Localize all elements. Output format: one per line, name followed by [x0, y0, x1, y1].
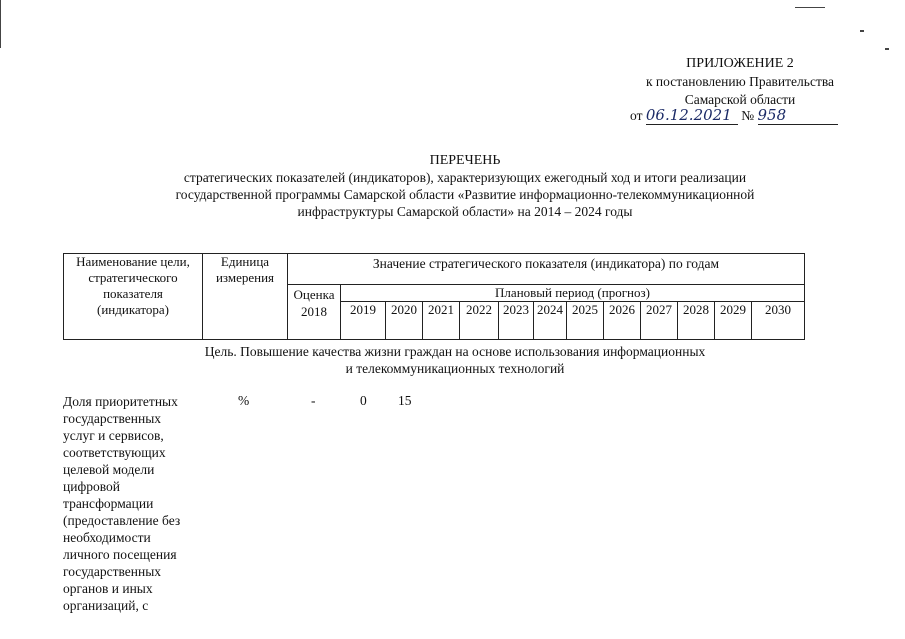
- header-estimate: [288, 285, 341, 340]
- indicator-name-line: трансформации: [63, 496, 154, 511]
- heading-title: ПЕРЕЧЕНЬ: [429, 153, 501, 168]
- indicator-unit: %: [238, 393, 250, 408]
- goal-text: [130, 343, 780, 377]
- indicator-value-2020: 15: [398, 393, 412, 408]
- year-cell: 2022: [460, 302, 499, 340]
- year-cell: 2020: [386, 302, 423, 340]
- indicator-value-2018: -: [311, 393, 316, 408]
- goal-line1: Цель. Повышение качества жизни граждан на основе использования информационных: [204, 344, 706, 359]
- indicator-name: [63, 393, 197, 614]
- heading-line3: инфраструктуры Самарской области» на 2014 – 2024 годы: [297, 204, 633, 219]
- document-date: 06.12.2021: [646, 106, 738, 125]
- scan-edge-mark: [0, 0, 1, 48]
- appendix-line1: к постановлению Правительства: [645, 74, 835, 89]
- scan-mark: [795, 7, 825, 8]
- heading-line1: стратегических показателей (индикаторов), характеризующих ежегодный ход и итоги реализации: [183, 170, 747, 185]
- header-planned: Плановый период (прогноз): [341, 285, 805, 302]
- indicator-name-line: государственных: [63, 564, 162, 579]
- indicator-name-line: организаций, с: [63, 598, 149, 613]
- indicator-name-line: Доля приоритетных: [63, 394, 178, 409]
- number-sign: №: [741, 108, 755, 123]
- indicators-table: [63, 253, 805, 340]
- indicator-name-line: услуг и сервисов,: [63, 428, 164, 443]
- document-number: 958: [758, 106, 838, 125]
- header-name: Наименование цели, стратегического показателя (индикатора): [64, 254, 203, 340]
- year-cell: 2029: [715, 302, 752, 340]
- header-unit: Единица измерения: [203, 254, 288, 340]
- scan-mark: [885, 48, 889, 50]
- header-values: Значение стратегического показателя (индикатора) по годам: [288, 254, 805, 285]
- appendix-date-line: [630, 106, 838, 125]
- year-cell: 2019: [341, 302, 386, 340]
- indicator-name-line: государственных: [63, 411, 162, 426]
- indicator-name-line: (предоставление без: [63, 513, 181, 528]
- year-cell: 2028: [678, 302, 715, 340]
- appendix-block: [600, 55, 880, 109]
- heading-line2: государственной программы Самарской области «Развитие информационно-телекоммуникационной: [175, 187, 755, 202]
- year-cell: 2030: [752, 302, 805, 340]
- indicator-name-line: необходимости: [63, 530, 151, 545]
- indicator-value-2019: 0: [360, 393, 367, 408]
- appendix-line2: Самарской области: [684, 92, 796, 107]
- indicator-name-line: целевой модели: [63, 462, 155, 477]
- indicator-name-line: органов и иных: [63, 581, 153, 596]
- year-cell: 2026: [604, 302, 641, 340]
- estimate-year: 2018: [301, 304, 327, 319]
- indicator-name-line: личного посещения: [63, 547, 177, 562]
- goal-line2: и телекоммуникационных технологий: [345, 361, 565, 376]
- indicator-name-line: соответствующих: [63, 445, 166, 460]
- appendix-title: ПРИЛОЖЕНИЕ 2: [686, 56, 794, 71]
- year-cell: 2025: [567, 302, 604, 340]
- scan-mark: [860, 30, 864, 32]
- indicator-name-line: цифровой: [63, 479, 120, 494]
- year-cell: 2023: [499, 302, 534, 340]
- year-cell: 2027: [641, 302, 678, 340]
- year-cell: 2021: [423, 302, 460, 340]
- year-cell: 2024: [534, 302, 567, 340]
- date-prefix: от: [630, 108, 643, 123]
- estimate-label: Оценка: [293, 287, 335, 302]
- document-heading: [110, 152, 820, 220]
